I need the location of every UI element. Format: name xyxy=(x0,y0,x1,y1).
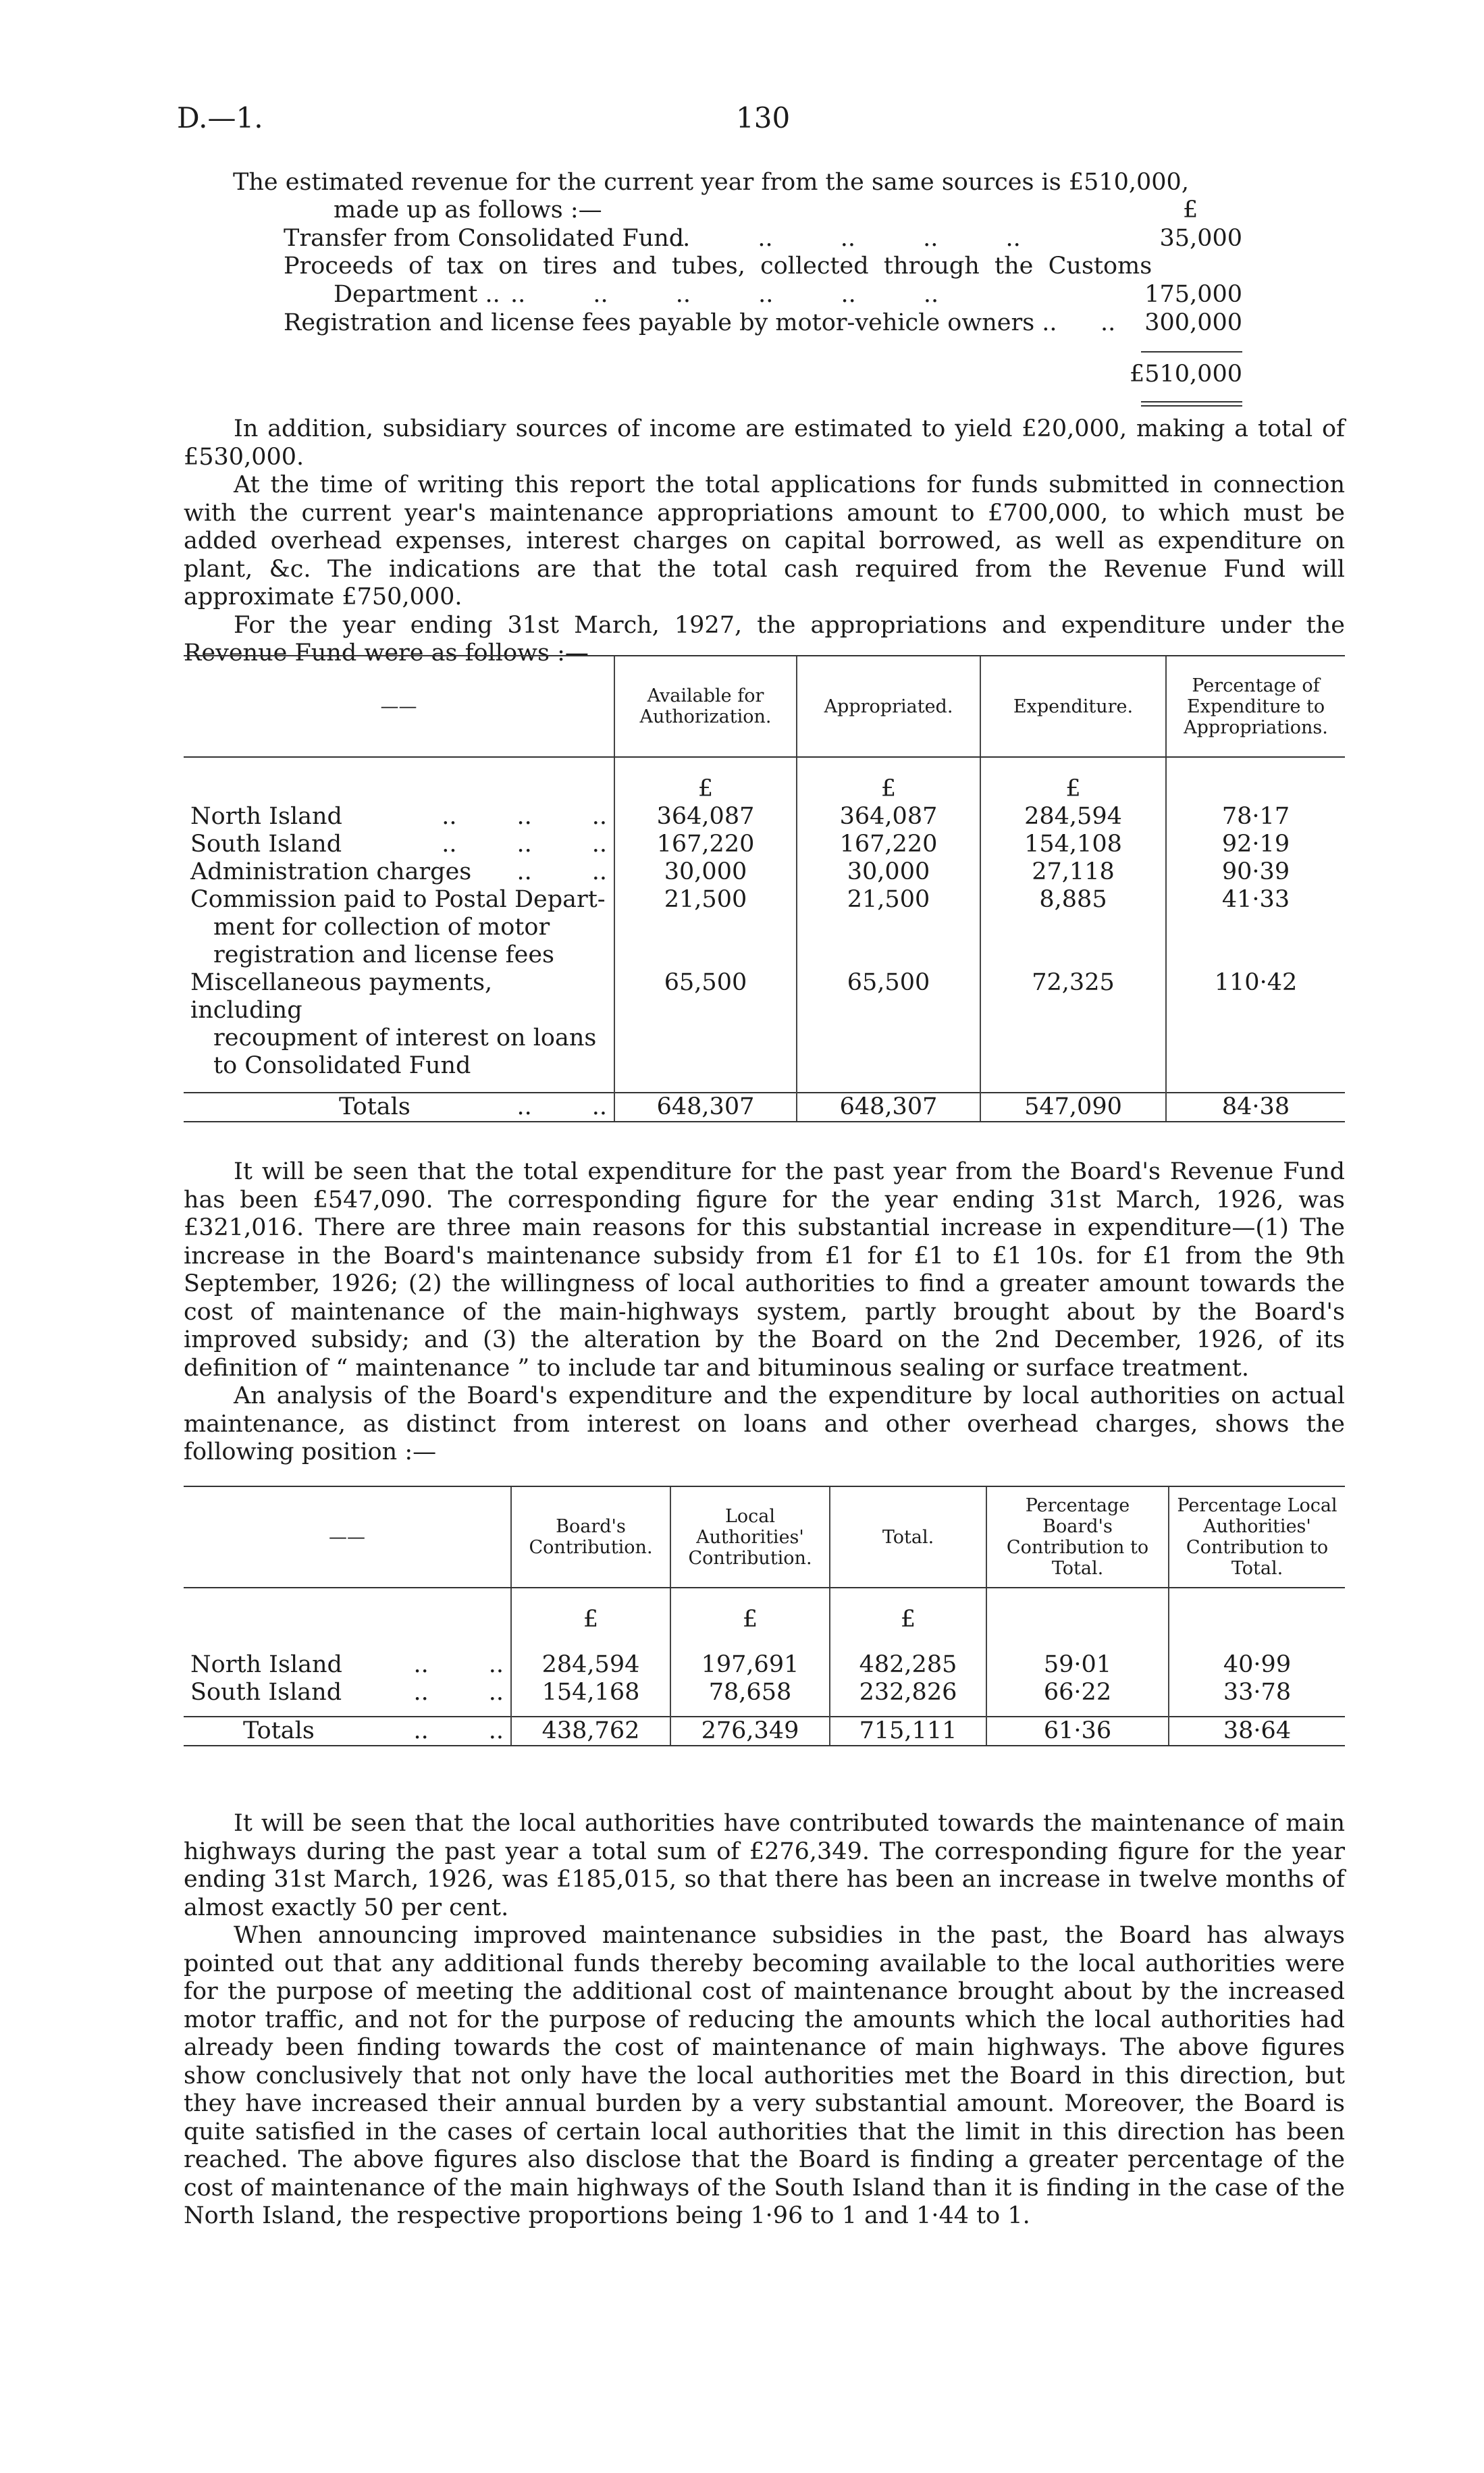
revenue-item3-label: Registration and license fees payable by motor-vehicle owners .. xyxy=(284,309,1057,336)
cell-local: 78,658 xyxy=(670,1679,830,1717)
table-row xyxy=(184,969,1345,1093)
col-header-pct-local: Percentage Local Authorities' Contribution to Total. xyxy=(1169,1486,1345,1588)
cell-expenditure: 72,325 xyxy=(980,969,1166,1093)
paragraph: At the time of writing this report the total applications for funds submitted in connection with the current year's maintenance appropriations amount to £700,000, to which must be added overhead expenses, interest charges on capital borrowed, as well as expenditure on plant, &c. The indications are that the total cash required from the Revenue Fund will approximate £750,000. xyxy=(184,471,1345,610)
row-dots: .. .. .. xyxy=(442,831,607,858)
paragraph: In addition, subsidiary sources of income are estimated to yield £20,000, making a total of £530,000. xyxy=(184,415,1345,471)
paragraph: It will be seen that the local authorities have contributed towards the maintenance of main highways during the past year a total sum of £276,349. The corresponding figure for the year ending 31st March, 1926, was £185,015, so that there has been an increase in twelve months of almost exactly 50 per cent. xyxy=(184,1810,1345,1921)
col-header-blank: —— xyxy=(184,656,614,757)
cell-expenditure: 27,118 xyxy=(980,858,1166,886)
cell-available: 30,000 xyxy=(614,858,797,886)
total-total: 715,111 xyxy=(830,1717,986,1746)
total-percentage: 84·38 xyxy=(1166,1093,1345,1122)
revenue-intro-line1: The estimated revenue for the current year from the same sources is £510,000, xyxy=(233,169,1189,196)
document-code: D.—1. xyxy=(177,101,263,134)
row-label: South Island xyxy=(190,1679,342,1706)
row-label: North Island xyxy=(190,803,342,830)
totals-row xyxy=(184,1717,1345,1746)
col-header-blank: —— xyxy=(184,1486,511,1588)
row-label: Administration charges xyxy=(190,858,472,885)
row-label-continued: ment for collection of motor registration and license fees xyxy=(213,914,554,968)
table-row xyxy=(184,831,1345,858)
col-header-expenditure: Expenditure. xyxy=(980,656,1166,757)
row-label: Miscellaneous payments, including xyxy=(190,969,493,1024)
total-appropriated: 648,307 xyxy=(797,1093,980,1122)
totals-label: Totals xyxy=(339,1093,410,1120)
cell-board: 154,168 xyxy=(511,1679,670,1717)
totals-label: Totals xyxy=(243,1717,315,1744)
col-header-board: Board's Contribution. xyxy=(511,1486,670,1588)
col-header-appropriated: Appropriated. xyxy=(797,656,980,757)
total-available: 648,307 xyxy=(614,1093,797,1122)
page-number: 130 xyxy=(736,101,791,134)
cell-expenditure: 8,885 xyxy=(980,886,1166,969)
paragraphs-group-2 xyxy=(184,1158,1345,1467)
row-dots: .. .. xyxy=(413,1679,504,1706)
paragraphs-group-1 xyxy=(184,415,1345,668)
currency-cell: £ xyxy=(830,1606,986,1634)
revenue-item2-value: 175,000 xyxy=(1144,281,1242,308)
revenue-item2-label-line2: Department .. xyxy=(334,281,500,308)
total-board: 438,762 xyxy=(511,1717,670,1746)
revenue-currency: £ xyxy=(1183,197,1198,224)
cell-available: 167,220 xyxy=(614,831,797,858)
total-pct-local: 38·64 xyxy=(1169,1717,1345,1746)
cell-appropriated: 30,000 xyxy=(797,858,980,886)
totals-row xyxy=(184,1093,1345,1122)
row-label-continued: recoupment of interest on loans to Consolidated Fund xyxy=(213,1024,597,1079)
cell-appropriated: 21,500 xyxy=(797,886,980,969)
cell-total: 482,285 xyxy=(830,1651,986,1679)
currency-cell: £ xyxy=(797,775,980,803)
revenue-total: £510,000 xyxy=(1129,361,1242,388)
cell-board: 284,594 xyxy=(511,1651,670,1679)
cell-appropriated: 167,220 xyxy=(797,831,980,858)
maintenance-contribution-table xyxy=(184,1486,1345,1746)
revenue-item1-dots: .. .. .. .. .. xyxy=(675,225,1021,252)
col-header-pct-board: Percentage Board's Contribution to Total. xyxy=(986,1486,1169,1588)
row-label: Commission paid to Postal Depart- xyxy=(190,886,606,913)
revenue-item3-value: 300,000 xyxy=(1144,309,1242,336)
cell-percentage: 78·17 xyxy=(1166,803,1345,831)
revenue-item2-label-line1: Proceeds of tax on tires and tubes, collected through the Customs xyxy=(284,253,1152,280)
revenue-total-rule-2 xyxy=(1141,405,1242,407)
currency-row xyxy=(184,775,1345,803)
revenue-total-rule-1 xyxy=(1141,401,1242,402)
revenue-item1-label: Transfer from Consolidated Fund xyxy=(284,225,685,252)
cell-appropriated: 65,500 xyxy=(797,969,980,1093)
paragraphs-group-3 xyxy=(184,1810,1345,2231)
cell-pct-board: 59·01 xyxy=(986,1651,1169,1679)
revenue-item3-dots: .. xyxy=(1101,309,1116,336)
cell-percentage: 90·39 xyxy=(1166,858,1345,886)
table-row xyxy=(184,858,1345,886)
cell-available: 364,087 xyxy=(614,803,797,831)
paragraph: When announcing improved maintenance subsidies in the past, the Board has always pointed out that any additional funds thereby becoming available to the local authorities were for the purpose of meeting the additional cost of maintenance brought about by the increased motor traffic, and not for the purpose of reducing the amounts which the local authorities had already been finding towards the cost of maintenance of main highways. The above figures show conclusively that not only have the local authorities met the Board in this direction, but they have increased their annual burden by a very substantial amount. Moreover, the Board is quite satisfied in the cases of certain local authorities that the limit in this direction has been reached. The above figures also disclose that the Board is finding a greater percentage of the cost of maintenance of the main highways of the South Island than it is finding in the case of the North Island, the respective proportions being 1·96 to 1 and 1·44 to 1. xyxy=(184,1922,1345,2229)
row-label: South Island xyxy=(190,831,342,858)
total-local: 276,349 xyxy=(670,1717,830,1746)
currency-cell: £ xyxy=(980,775,1166,803)
revenue-item2-dots: .. .. .. .. .. .. xyxy=(510,281,939,308)
row-dots: .. .. .. xyxy=(442,803,607,830)
currency-cell: £ xyxy=(614,775,797,803)
col-header-total: Total. xyxy=(830,1486,986,1588)
cell-pct-board: 66·22 xyxy=(986,1679,1169,1717)
revenue-intro-line2: made up as follows :— xyxy=(334,197,602,224)
cell-total: 232,826 xyxy=(830,1679,986,1717)
col-header-percentage: Percentage of Expenditure to Appropriations. xyxy=(1166,656,1345,757)
row-dots: .. .. xyxy=(516,858,607,885)
row-dots: .. .. xyxy=(413,1717,504,1744)
cell-local: 197,691 xyxy=(670,1651,830,1679)
col-header-available: Available for Authorization. xyxy=(614,656,797,757)
cell-appropriated: 364,087 xyxy=(797,803,980,831)
currency-cell: £ xyxy=(670,1606,830,1634)
table-row xyxy=(184,1679,1345,1717)
table-row xyxy=(184,886,1345,969)
revenue-sum-rule xyxy=(1141,351,1242,353)
paragraph: It will be seen that the total expenditure for the past year from the Board's Revenue Fund has been £547,090. The corresponding figure for the year ending 31st March, 1926, was £321,016. There are three main reasons for this substantial increase in expenditure—(1) The increase in the Board's maintenance subsidy from £1 for £1 to £1 10s. for £1 from the 9th September, 1926; (2) the willingness of local authorities to find a greater amount towards the cost of maintenance of the main-highways system, partly brought about by the Board's improved subsidy; and (3) the alteration by the Board on the 2nd December, 1926, of its definition of “ maintenance ” to include tar and bituminous sealing or surface treatment. xyxy=(184,1158,1345,1382)
currency-row xyxy=(184,1606,1345,1634)
paragraph: For the year ending 31st March, 1927, the appropriations and expenditure under the Revenue Fund were as follows :— xyxy=(184,611,1345,667)
cell-percentage: 110·42 xyxy=(1166,969,1345,1093)
paragraph: An analysis of the Board's expenditure and the expenditure by local authorities on actual maintenance, as distinct from interest on loans and other overhead charges, shows the following position :— xyxy=(184,1382,1345,1465)
cell-percentage: 41·33 xyxy=(1166,886,1345,969)
total-pct-board: 61·36 xyxy=(986,1717,1169,1746)
table-row xyxy=(184,803,1345,831)
cell-percentage: 92·19 xyxy=(1166,831,1345,858)
currency-cell: £ xyxy=(511,1606,670,1634)
cell-available: 21,500 xyxy=(614,886,797,969)
cell-pct-local: 33·78 xyxy=(1169,1679,1345,1717)
cell-pct-local: 40·99 xyxy=(1169,1651,1345,1679)
row-dots: .. .. xyxy=(413,1651,504,1678)
total-expenditure: 547,090 xyxy=(980,1093,1166,1122)
row-label: North Island xyxy=(190,1651,342,1678)
row-dots: .. .. xyxy=(516,1093,607,1120)
cell-available: 65,500 xyxy=(614,969,797,1093)
revenue-item1-value: 35,000 xyxy=(1159,225,1242,252)
table-row xyxy=(184,1651,1345,1679)
cell-expenditure: 284,594 xyxy=(980,803,1166,831)
cell-expenditure: 154,108 xyxy=(980,831,1166,858)
col-header-local: Local Authorities' Contribution. xyxy=(670,1486,830,1588)
revenue-fund-table xyxy=(184,655,1345,1122)
